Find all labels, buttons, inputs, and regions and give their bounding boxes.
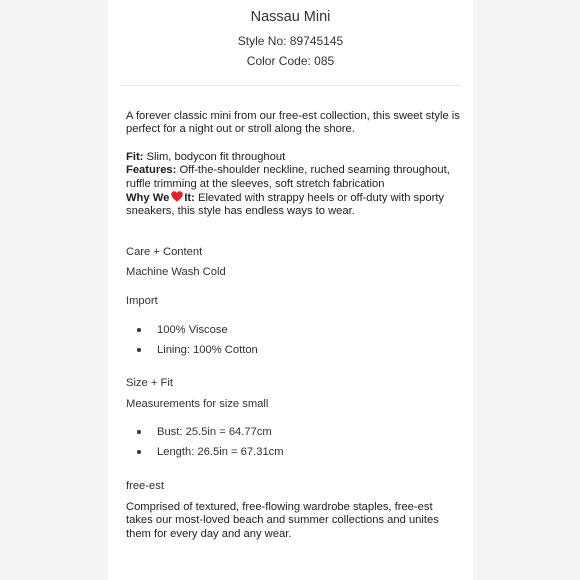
features-text: Off-the-shoulder neckline, ruched seaming throughout, ruffle trimming at the sleeves, soft stretch fabrication	[126, 164, 450, 190]
size-fit-heading: Size + Fit	[126, 377, 173, 389]
brand-description: Comprised of textured, free-flowing wardrobe staples, free-est takes our most-loved beach and summer collections and unites them for every day and any wear.	[126, 501, 439, 540]
care-content-heading: Care + Content	[126, 246, 203, 258]
wash-instructions: Machine Wash Cold	[126, 266, 226, 278]
materials-list	[126, 324, 456, 364]
color-code: Color Code: 085	[246, 54, 335, 68]
measurement-text: Length: 26.5in = 67.31cm	[157, 446, 284, 458]
brand-heading: free-est	[126, 480, 164, 492]
features-label: Features:	[126, 164, 177, 177]
product-title: Nassau Mini	[250, 9, 331, 25]
heart-icon	[171, 191, 183, 202]
product-description-block	[126, 110, 461, 219]
bullet-icon	[137, 348, 141, 352]
product-details-page	[108, 0, 473, 580]
why-label-pre: Why We	[126, 192, 170, 205]
measurement-text: Bust: 25.5in = 64.77cm	[157, 426, 272, 438]
why-label-post: It:	[184, 192, 195, 205]
why-text: Elevated with strappy heels or off-duty with sporty sneakers, this style has endless ways to wear.	[126, 192, 445, 218]
list-item	[126, 324, 456, 344]
material-text: 100% Viscose	[157, 324, 228, 336]
bullet-icon	[137, 450, 141, 454]
features-line	[126, 164, 461, 191]
features-block	[126, 151, 461, 219]
list-item	[126, 344, 456, 364]
measurements-subheading: Measurements for size small	[126, 398, 269, 410]
product-description: A forever classic mini from our free-est collection, this sweet style is perfect for a night out or stroll along the shore.	[126, 110, 460, 136]
measurements-list	[126, 426, 456, 466]
list-item	[126, 426, 456, 446]
bullet-icon	[137, 328, 141, 332]
origin-label: Import	[126, 295, 158, 307]
material-text: Lining: 100% Cotton	[157, 344, 258, 356]
why-we-love-it-line	[126, 191, 461, 219]
list-item	[126, 446, 456, 466]
fit-label: Fit:	[126, 150, 144, 163]
bullet-icon	[137, 430, 141, 434]
style-number: Style No: 89745145	[237, 34, 344, 48]
header-divider	[120, 85, 460, 86]
fit-line	[126, 151, 461, 164]
fit-text: Slim, bodycon fit throughout	[143, 150, 286, 163]
